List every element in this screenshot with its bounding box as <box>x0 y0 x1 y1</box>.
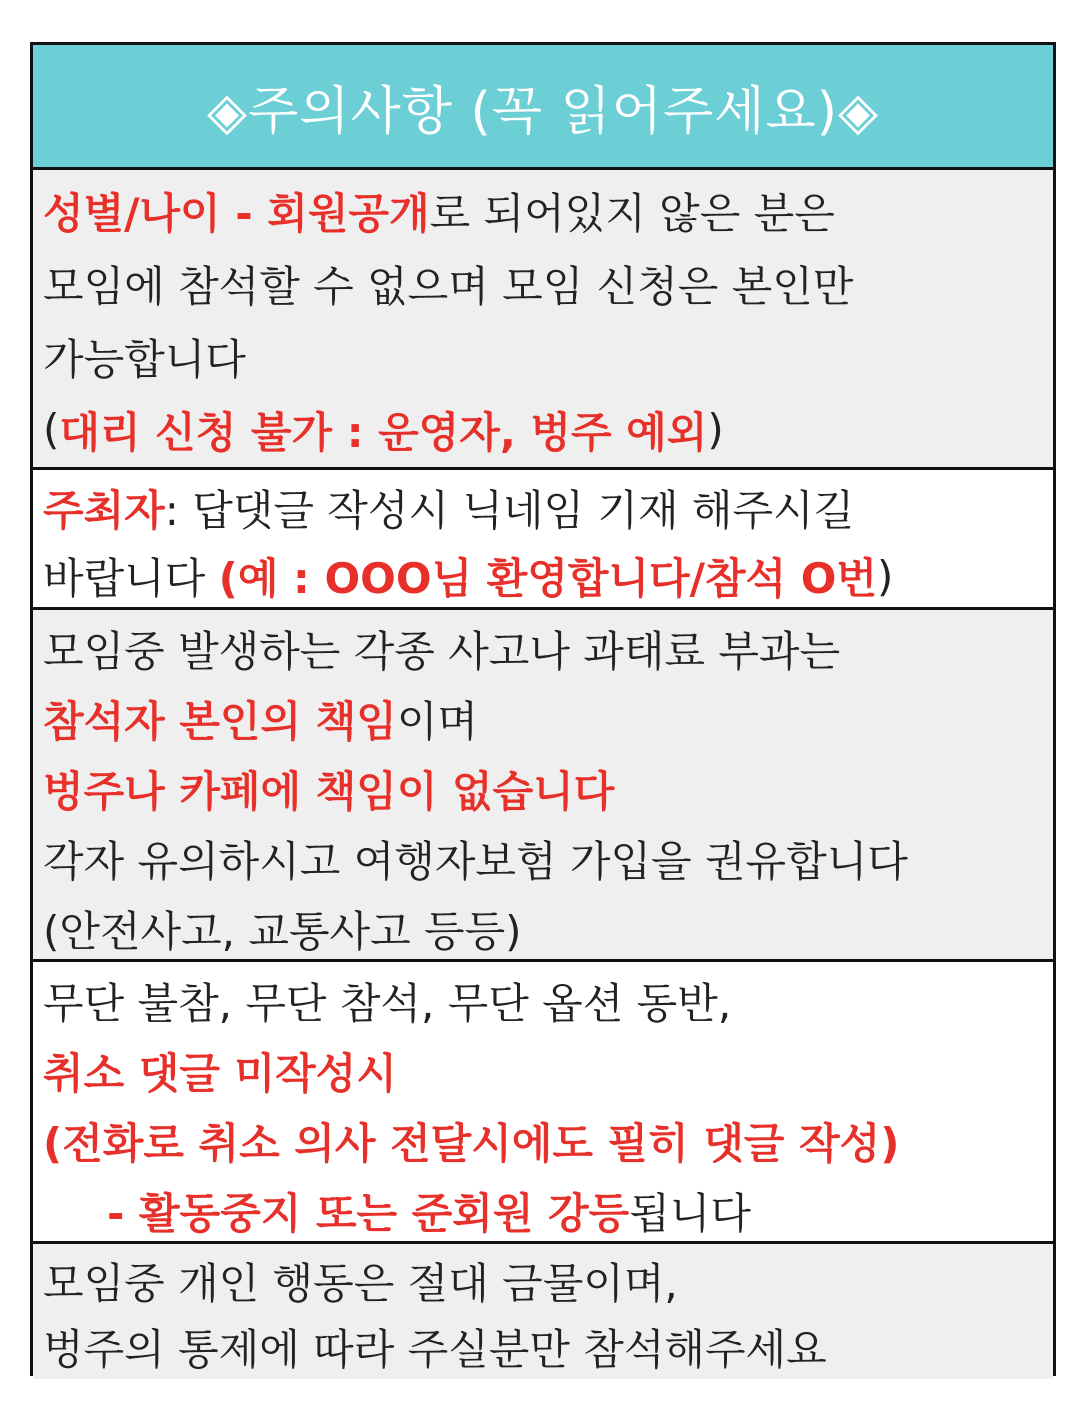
text-line <box>43 1314 1053 1379</box>
text-line <box>43 894 1053 962</box>
highlight-text: 성별/나이 - 회원공개 <box>43 188 430 238</box>
text-line <box>43 320 1053 393</box>
highlight-text: 주최자 <box>43 486 165 535</box>
highlight-text: 대리 신청 불가 : 운영자, 벙주 예외 <box>59 407 708 457</box>
body-text: 벙주의 통제에 따라 주실분만 참석해주세요 <box>43 1325 827 1374</box>
text-line <box>43 542 1053 610</box>
body-text: : 답댓글 작성시 닉네임 기재 해주시길 <box>164 486 855 535</box>
notice-title: ◈주의사항 (꼭 읽어주세요)◈ <box>33 45 1053 170</box>
text-line <box>43 1176 1053 1244</box>
text-line <box>43 684 1053 754</box>
body-text: 로 되어있지 않은 분은 <box>429 188 835 238</box>
text-line <box>43 393 1053 466</box>
text-line <box>43 966 1053 1036</box>
section-cancellation-policy <box>33 962 1053 1244</box>
section-host-instructions <box>33 470 1053 610</box>
text-line <box>43 1036 1053 1106</box>
text-line <box>43 754 1053 824</box>
body-text: ) <box>707 405 724 454</box>
highlight-text: (전화로 취소 의사 전달시에도 필히 댓글 작성) <box>43 1119 900 1168</box>
body-text: 모임중 발생하는 각종 사고나 과태료 부과는 <box>43 627 841 676</box>
text-line <box>43 824 1053 894</box>
text-line <box>43 614 1053 684</box>
text-line <box>43 174 1053 247</box>
highlight-text: (예 : OOO님 환영합니다/참석 O번 <box>218 554 878 603</box>
highlight-text: 참석자 본인의 책임 <box>43 697 397 746</box>
highlight-text: - 활동중지 또는 준회원 강등 <box>107 1189 630 1238</box>
body-text: 모임에 참석할 수 없으며 모임 신청은 본인만 <box>43 261 854 311</box>
text-line <box>43 247 1053 320</box>
text-line <box>43 1248 1053 1314</box>
notice-box <box>30 42 1056 1376</box>
body-text: (안전사고, 교통사고 등등) <box>43 907 522 956</box>
body-text: 무단 불참, 무단 참석, 무단 옵션 동반, <box>43 979 732 1028</box>
body-text: 모임중 개인 행동은 절대 금물이며, <box>43 1259 678 1308</box>
body-text: 각자 유의하시고 여행자보험 가입을 권유합니다 <box>43 837 908 886</box>
section-liability <box>33 610 1053 962</box>
text-line <box>43 474 1053 542</box>
section-profile-requirement <box>33 170 1053 470</box>
body-text: ) <box>877 551 894 601</box>
body-text: ( <box>43 405 60 454</box>
body-text: 이며 <box>396 697 478 746</box>
highlight-text: 벙주나 카페에 책임이 없습니다 <box>43 767 615 816</box>
body-text: 가능합니다 <box>43 334 246 384</box>
highlight-text: 취소 댓글 미작성시 <box>43 1049 397 1098</box>
text-line <box>43 1106 1053 1176</box>
body-text: 바랍니다 <box>43 554 206 603</box>
section-group-conduct <box>33 1244 1053 1379</box>
body-text: 됩니다 <box>629 1189 751 1238</box>
